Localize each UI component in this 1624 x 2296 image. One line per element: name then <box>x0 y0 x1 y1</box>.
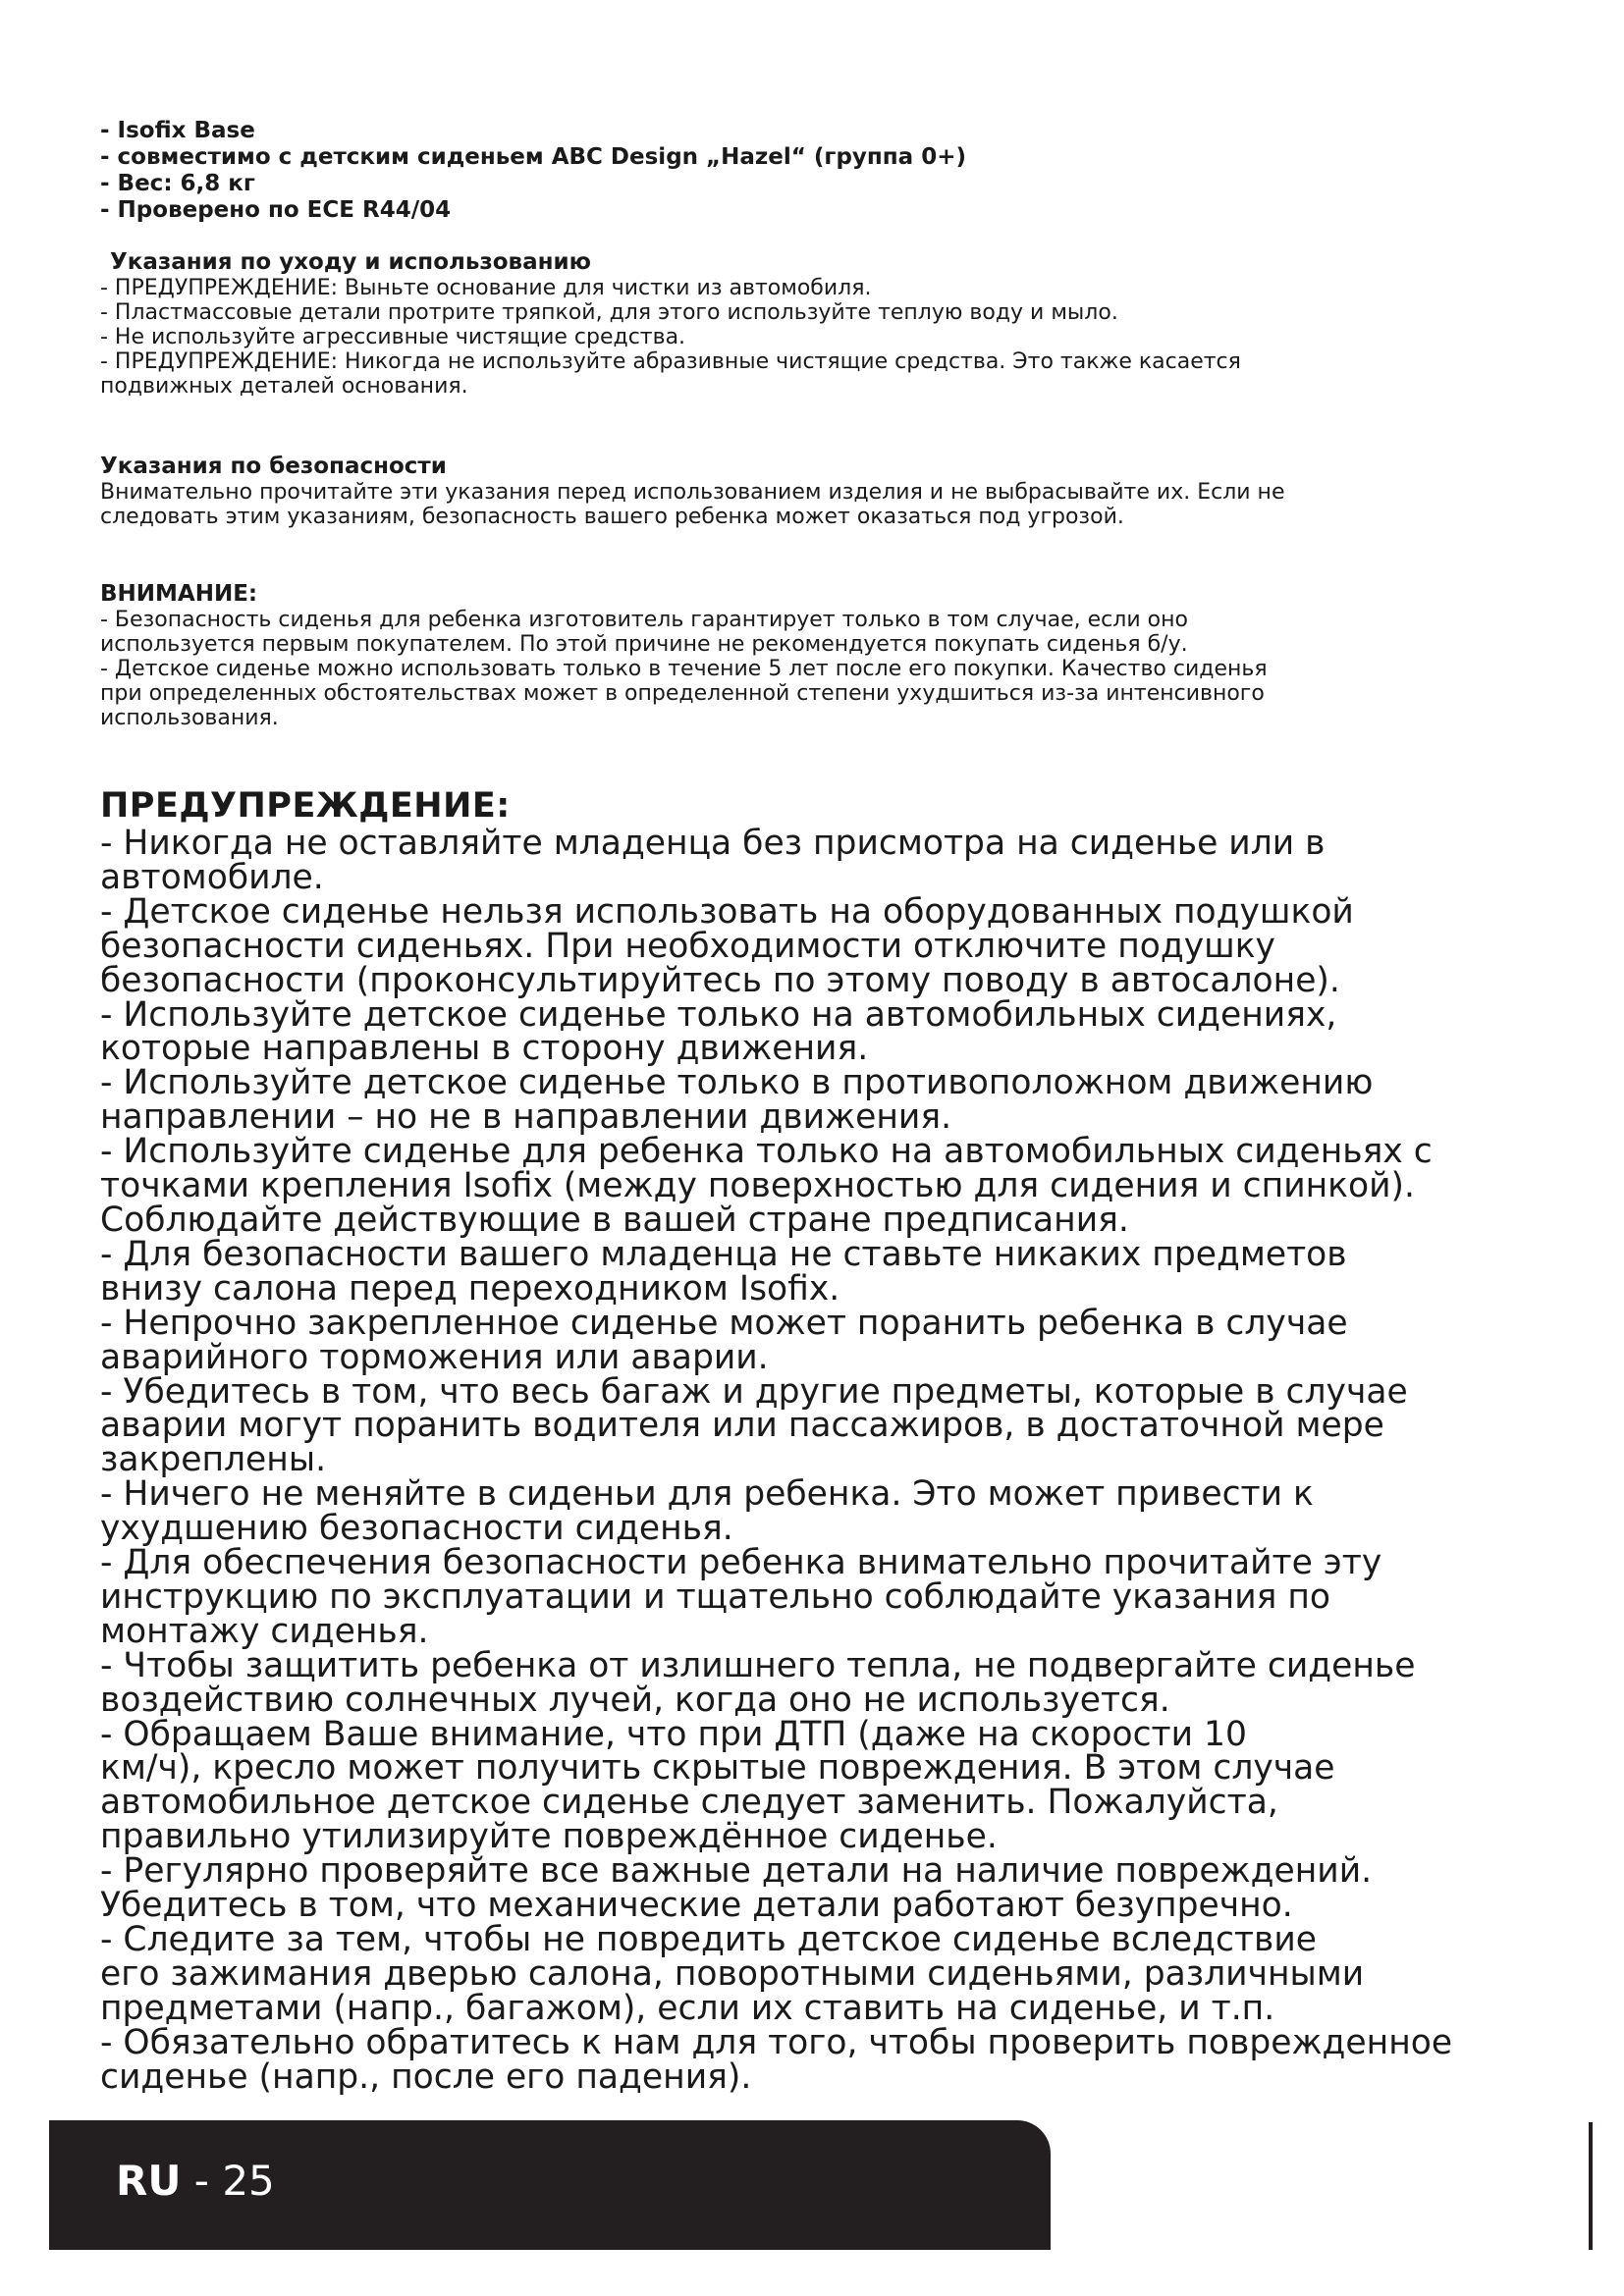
warning-line: - Используйте сиденье для ребенка только на автомобильных сиденьях с <box>100 1132 1433 1172</box>
warning-line: безопасности (проконсультируйтесь по этому поводу в автосалоне). <box>100 960 1340 1000</box>
page-number-separator: - <box>181 2157 223 2205</box>
care-line: подвижных деталей основания. <box>100 374 468 399</box>
warning-line: автомобиле. <box>100 857 324 897</box>
care-title: Указания по уходу и использованию <box>110 249 591 275</box>
warning-line: автомобильное детское сиденье следует заменить. Пожалуйста, <box>100 1783 1278 1823</box>
warning-line: монтажу сиденья. <box>100 1611 429 1651</box>
warning-line: которые направлены в сторону движения. <box>100 1029 869 1069</box>
warning-section <box>100 785 1563 2095</box>
warning-line: - Обязательно обратитесь к нам для того, чтобы проверить поврежденное <box>100 2022 1453 2062</box>
warning-line: - Используйте детское сиденье только на автомобильных сидениях, <box>100 994 1337 1035</box>
warning-line: - Для безопасности вашего младенца не ставьте никаких предметов <box>100 1234 1347 1274</box>
warning-line: его зажимания дверью салона, поворотными сиденьями, различными <box>100 1953 1365 1994</box>
page-number-label <box>116 2154 275 2209</box>
warning-line: предметами (напр., багажом), если их ставить на сиденье, и т.п. <box>100 1988 1275 2028</box>
warning-line: км/ч), кресло может получить скрытые повреждения. В этом случае <box>100 1748 1335 1789</box>
attention-line: - Безопасность сиденья для ребенка изготовитель гарантирует только в том случае, если оно <box>100 608 1188 632</box>
attention-section <box>100 581 1553 730</box>
care-line: - ПРЕДУПРЕЖДЕНИЕ: Никогда не используйте абразивные чистящие средства. Это также касается <box>100 349 1241 374</box>
warning-line: - Регулярно проверяйте все важные детали на наличие повреждений. <box>100 1851 1373 1892</box>
warning-line: - Ничего не меняйте в сиденьи для ребенка. Это может привести к <box>100 1474 1314 1515</box>
warning-line: Убедитесь в том, что механические детали работают безупречно. <box>100 1886 1293 1926</box>
warning-line: - Следите за тем, чтобы не повредить детское сиденье вследствие <box>100 1920 1318 1959</box>
warning-line: - Обращаем Ваше внимание, что при ДТП (даже на скорости 10 <box>100 1714 1247 1754</box>
safety-title: Указания по безопасности <box>100 454 447 479</box>
attention-line: - Детское сиденье можно использовать только в течение 5 лет после его покупки. Качество сиденья <box>100 657 1268 681</box>
care-line: - ПРЕДУПРЕЖДЕНИЕ: Выньте основание для чистки из автомобиля. <box>100 276 872 300</box>
care-line: - Пластмассовые детали протрите тряпкой, для этого используйте теплую воду и мыло. <box>100 300 1118 325</box>
warning-line: - Для обеспечения безопасности ребенка внимательно прочитайте эту <box>100 1543 1382 1583</box>
warning-line: аварийного торможения или аварии. <box>100 1337 769 1377</box>
warning-line: - Убедитесь в том, что весь багаж и другие предметы, которые в случае <box>100 1371 1408 1412</box>
warning-line: инструкцию по эксплуатации и тщательно соблюдайте указания по <box>100 1576 1331 1617</box>
warning-line: воздействию солнечных лучей, когда оно не используется. <box>100 1680 1170 1720</box>
warning-line: сиденье (напр., после его падения). <box>100 2056 752 2097</box>
warning-line: закреплены. <box>100 1440 327 1480</box>
attention-line: при определенных обстоятельствах может в определенной степени ухудшиться из-за интенсивного <box>100 681 1265 706</box>
warning-line: ухудшению безопасности сиденья. <box>100 1509 733 1549</box>
warning-line: направлении – но не в направлении движения. <box>100 1097 952 1138</box>
warning-line: - Никогда не оставляйте младенца без присмотра на сиденье или в <box>100 824 1326 863</box>
warning-line: - Непрочно закрепленное сиденье может поранить ребенка в случае <box>100 1303 1348 1343</box>
language-code: RU <box>116 2157 182 2205</box>
care-line: - Не используйте агрессивные чистящие средства. <box>100 325 686 349</box>
warning-line: - Детское сиденье нельзя использовать на оборудованных подушкой <box>100 891 1354 932</box>
page-number: 25 <box>222 2157 275 2205</box>
attention-title: ВНИМАНИЕ: <box>100 581 258 607</box>
attention-line: использования. <box>100 706 279 730</box>
product-specs <box>100 118 1553 224</box>
warning-line: внизу салона перед переходником Isofix. <box>100 1268 840 1308</box>
warning-line: Соблюдайте действующие в вашей стране предписания. <box>100 1200 1129 1240</box>
warning-line: безопасности сиденьях. При необходимости отключите подушку <box>100 926 1275 966</box>
spec-line: - Вес: 6,8 кг <box>100 171 255 196</box>
right-edge-rule <box>1589 2122 1593 2250</box>
warning-line: точками крепления Isofix (между поверхностью для сидения и спинкой). <box>100 1166 1415 1206</box>
spec-line: - Isofix Base <box>100 118 255 143</box>
warning-line: правильно утилизируйте повреждённое сиденье. <box>100 1817 998 1857</box>
warning-title: ПРЕДУПРЕЖДЕНИЕ: <box>100 786 511 826</box>
spec-line: - совместимо с детским сиденьем ABC Design „Hazel“ (группа 0+) <box>100 144 966 170</box>
safety-section <box>100 454 1553 529</box>
warning-line: - Чтобы защитить ребенка от излишнего тепла, не подвергайте сиденье <box>100 1645 1416 1685</box>
attention-line: используется первым покупателем. По этой причине не рекомендуется покупать сиденья б/у. <box>100 632 1188 657</box>
spec-line: - Проверено по ECE R44/04 <box>100 197 452 223</box>
care-section <box>100 249 1553 399</box>
warning-line: аварии могут поранить водителя или пассажиров, в достаточной мере <box>100 1406 1384 1446</box>
safety-line: следовать этим указаниям, безопасность вашего ребенка может оказаться под угрозой. <box>100 505 1124 529</box>
warning-line: - Используйте детское сиденье только в противоположном движению <box>100 1063 1374 1103</box>
safety-line: Внимательно прочитайте эти указания перед использованием изделия и не выбрасывайте их. Если не <box>100 480 1285 505</box>
